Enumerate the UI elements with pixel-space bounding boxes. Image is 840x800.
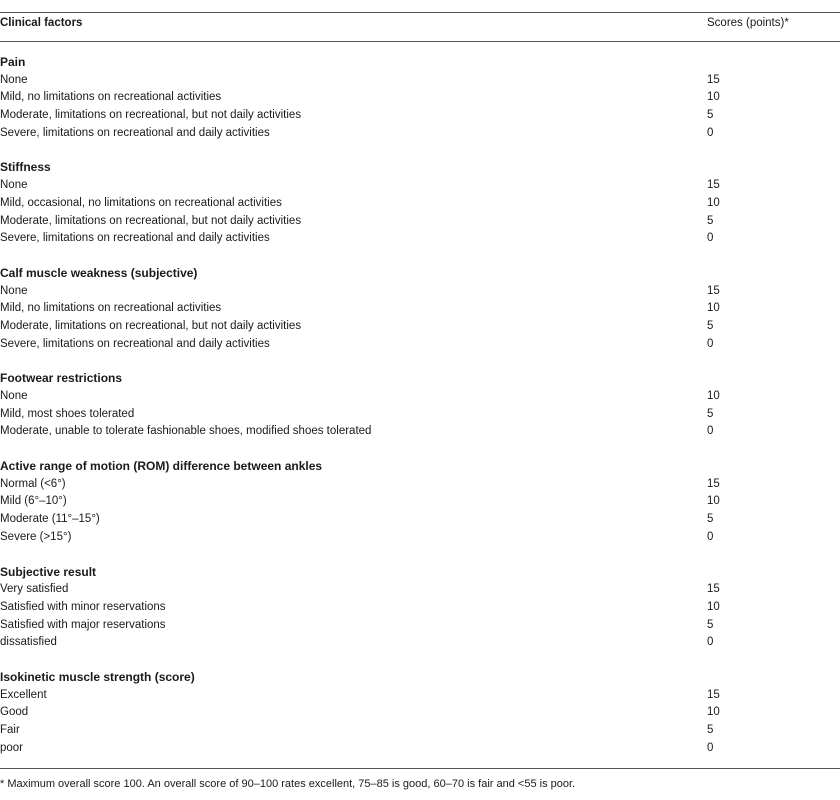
table-row	[0, 283, 840, 301]
table-row	[0, 511, 840, 529]
section-title: Stiffness	[0, 160, 51, 175]
row-label: Mild, occasional, no limitations on recreational activities	[0, 196, 282, 209]
row-score: 5	[707, 724, 714, 736]
row-score: 15	[707, 284, 720, 297]
row-score: 15	[707, 477, 720, 490]
table-row	[0, 300, 840, 318]
row-score: 15	[707, 583, 720, 596]
row-label: Very satisfied	[0, 583, 69, 596]
table-top-rule	[0, 12, 840, 13]
table-row	[0, 529, 840, 547]
row-label: Moderate, unable to tolerate fashionable shoes, modified shoes tolerated	[0, 425, 372, 438]
row-label: Severe, limitations on recreational and daily activities	[0, 232, 270, 245]
row-score: 10	[707, 91, 720, 104]
row-score: 15	[707, 73, 720, 86]
row-label: None	[0, 179, 28, 192]
row-score: 15	[707, 688, 720, 701]
row-label: Moderate (11°–15°)	[0, 513, 100, 526]
section-title-row	[0, 159, 840, 177]
section-title-row	[0, 370, 840, 388]
row-label: Satisfied with minor reservations	[0, 600, 166, 613]
table-footnote: * Maximum overall score 100. An overall score of 90–100 rates excellent, 75–85 is good, 60–70 is fair and <55 is poor.	[0, 778, 576, 790]
section-title-row	[0, 564, 840, 582]
table-row	[0, 72, 840, 90]
row-label: Satisfied with major reservations	[0, 618, 166, 631]
row-score: 0	[707, 741, 714, 754]
table-section	[0, 564, 840, 652]
row-label: Moderate, limitations on recreational, but not daily activities	[0, 214, 302, 227]
header-rule	[0, 41, 840, 42]
row-score: 0	[707, 636, 714, 649]
row-label: poor	[0, 741, 24, 754]
row-label: None	[0, 284, 28, 297]
row-label: Mild (6°–10°)	[0, 495, 67, 508]
table-row	[0, 89, 840, 107]
section-title: Isokinetic muscle strength (score)	[0, 669, 195, 684]
row-label: Moderate, limitations on recreational, but not daily activities	[0, 109, 302, 122]
row-label: Mild, most shoes tolerated	[0, 407, 135, 420]
row-label: None	[0, 390, 28, 402]
row-label: Severe, limitations on recreational and daily activities	[0, 337, 270, 350]
header-scores: Scores (points)*	[707, 17, 789, 29]
table-row	[0, 722, 840, 740]
row-score: 10	[707, 495, 720, 508]
table-row	[0, 388, 840, 406]
table-row	[0, 634, 840, 652]
row-score: 0	[707, 425, 714, 438]
row-score: 0	[707, 126, 714, 139]
section-title: Footwear restrictions	[0, 371, 123, 386]
row-score: 10	[707, 196, 720, 209]
row-label: Excellent	[0, 688, 47, 701]
table-section	[0, 159, 840, 247]
section-title-row	[0, 54, 840, 72]
row-label: Severe (>15°)	[0, 530, 72, 543]
table-row	[0, 740, 840, 758]
row-score: 0	[707, 337, 714, 350]
table-row	[0, 230, 840, 248]
row-score: 15	[707, 179, 720, 192]
table-row	[0, 687, 840, 705]
table-row	[0, 617, 840, 635]
table-section	[0, 669, 840, 757]
row-score: 5	[707, 109, 714, 122]
table-row	[0, 177, 840, 195]
table-row	[0, 125, 840, 143]
row-score: 10	[707, 302, 720, 315]
row-score: 10	[707, 600, 720, 613]
row-label: Good	[0, 706, 29, 719]
row-label: Severe, limitations on recreational and daily activities	[0, 126, 270, 139]
section-title: Active range of motion (ROM) difference between ankles	[0, 459, 323, 474]
row-label: None	[0, 73, 28, 86]
row-score: 5	[707, 618, 714, 631]
table-section	[0, 54, 840, 142]
table-row	[0, 581, 840, 599]
section-title-row	[0, 669, 840, 687]
row-label: Fair	[0, 724, 20, 736]
row-score: 5	[707, 513, 714, 526]
section-title-row	[0, 265, 840, 283]
table-row	[0, 107, 840, 125]
table-row	[0, 599, 840, 617]
table-row	[0, 213, 840, 231]
section-title: Pain	[0, 55, 26, 69]
row-score: 5	[707, 319, 714, 332]
row-score: 0	[707, 232, 714, 245]
row-label: Normal (<6°)	[0, 477, 66, 490]
row-label: Mild, no limitations on recreational activities	[0, 302, 222, 315]
row-label: Mild, no limitations on recreational activities	[0, 91, 222, 104]
section-title-row	[0, 458, 840, 476]
table-section	[0, 458, 840, 546]
table-row	[0, 423, 840, 441]
row-score: 0	[707, 530, 714, 543]
table-row	[0, 704, 840, 722]
table-row	[0, 336, 840, 354]
section-title: Calf muscle weakness (subjective)	[0, 265, 198, 280]
row-label: Moderate, limitations on recreational, but not daily activities	[0, 319, 302, 332]
section-title: Subjective result	[0, 564, 97, 579]
table-bottom-rule	[0, 768, 840, 769]
table-row	[0, 493, 840, 511]
table-row	[0, 195, 840, 213]
row-score: 10	[707, 390, 720, 402]
row-score: 10	[707, 706, 720, 719]
row-score: 5	[707, 407, 714, 420]
row-score: 5	[707, 214, 714, 227]
table-section	[0, 370, 840, 441]
row-label: dissatisfied	[0, 636, 57, 649]
header-clinical-factors: Clinical factors	[0, 17, 83, 29]
table-section	[0, 265, 840, 353]
table-row	[0, 476, 840, 494]
table-row	[0, 318, 840, 336]
table-body	[0, 54, 840, 774]
table-row	[0, 406, 840, 424]
